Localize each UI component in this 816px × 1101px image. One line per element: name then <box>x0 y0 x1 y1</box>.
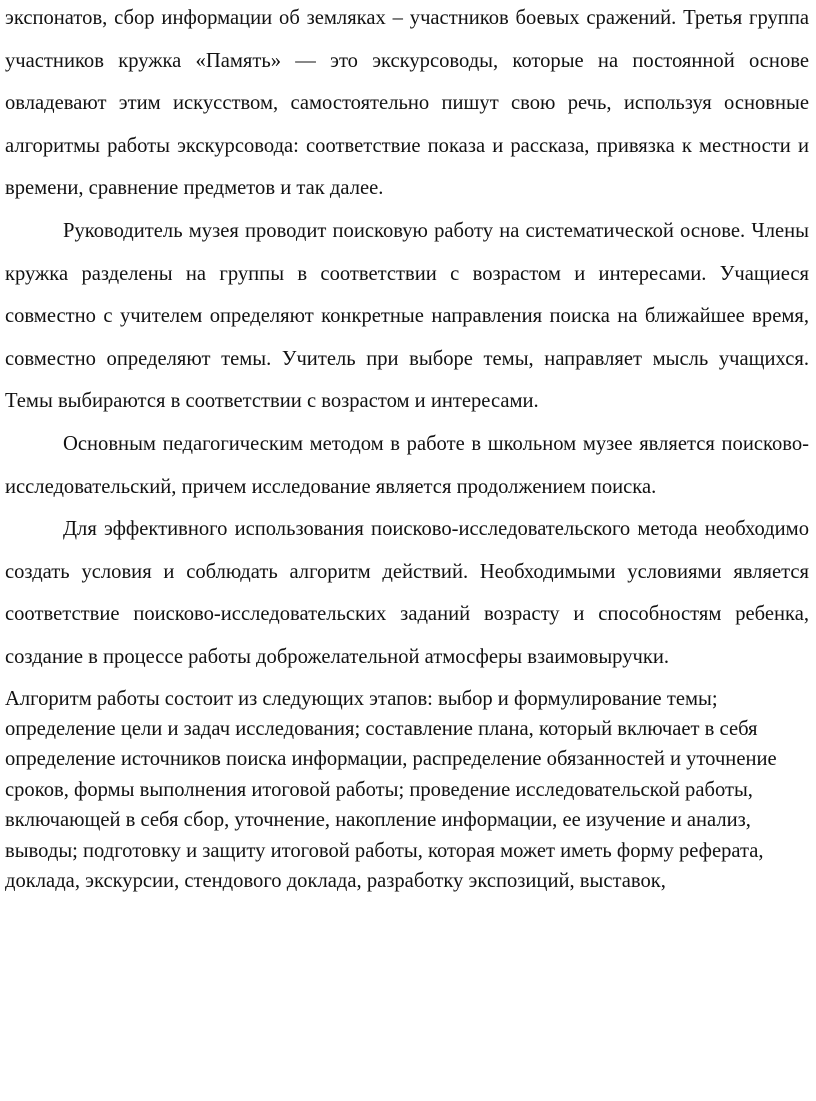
paragraph-2: Руководитель музея проводит поисковую работу на систематической основе. Члены кружка разделены на группы в соответствии с возрастом и интересами. Учащиеся совместно с учителем определяют конкретные направления поиска на ближайшее время, совместно определяют темы. Учитель при выборе темы, направляет мысль учащихся. Темы выбираются в соответствии с возрастом и интересами. <box>5 219 809 413</box>
paragraph-3: Основным педагогическим методом в работе в школьном музее является поисково-исследовательский, причем исследование является продолжением поиска. <box>5 432 809 498</box>
paragraph-5: Алгоритм работы состоит из следующих этапов: выбор и формулирование темы; определение цели и задач исследования; составление плана, который включает в себя определение источников поиска информации, распределение обязанностей и уточнение сроков, формы выполнения итоговой работы; проведение исследовательской работы, включающей в себя сбор, уточнение, накопление информации, ее изучение и анализ, выводы; подготовку и защиту итоговой работы, которая может иметь форму реферата, доклада, экскурсии, стендового доклада, разработку экспозиций, выставок, <box>5 687 777 892</box>
paragraph-1: экспонатов, сбор информации об земляках – участников боевых сражений. Третья группа участников кружка «Память» — это экскурсоводы, которые на постоянной основе овладевают этим искусством, самостоятельно пишут свою речь, используя основные алгоритмы работы экскурсовода: соответствие показа и рассказа, привязка к местности и времени, сравнение предметов и так далее. <box>5 7 809 200</box>
paragraph-4: Для эффективного использования поисково-исследовательского метода необходимо создать условия и соблюдать алгоритм действий. Необходимыми условиями является соответствие поисково-исследовательских заданий возрасту и способностям ребенка, создание в процессе работы доброжелательной атмосферы взаимовыручки. <box>5 518 809 668</box>
